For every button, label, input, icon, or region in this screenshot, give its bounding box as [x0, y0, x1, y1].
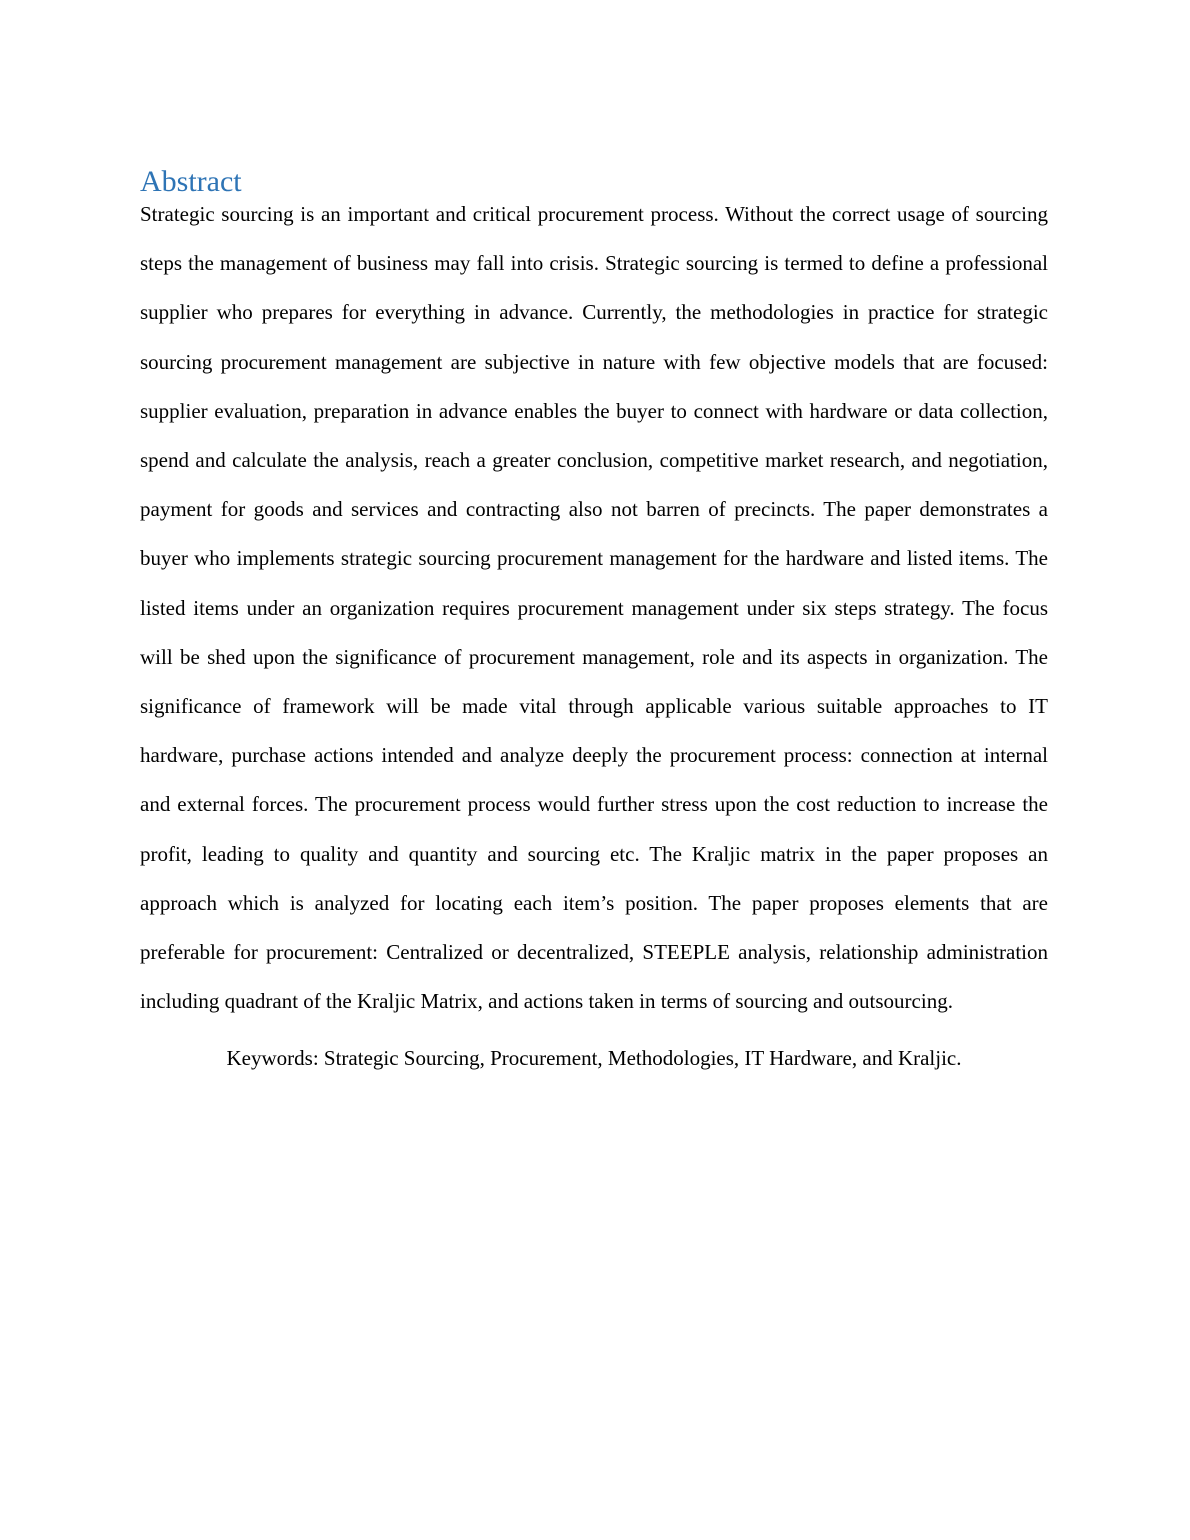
- abstract-section: [140, 160, 1048, 1074]
- abstract-heading: Abstract: [140, 165, 242, 198]
- keywords-line: Keywords: Strategic Sourcing, Procurement, Methodologies, IT Hardware, and Kraljic.: [226, 1046, 962, 1071]
- abstract-body-text: Strategic sourcing is an important and critical procurement process. Without the correct usage of sourcing steps the management of business may fall into crisis. Strategic sourcing is termed to define a professional supplier who prepares for everything in advance. Currently, the methodologies in practice for strategic sourcing procurement management are subjective in nature with few objective models that are focused: supplier evaluation, preparation in advance enables the buyer to connect with hardware or data collection, spend and calculate the analysis, reach a greater conclusion, competitive market research, and negotiation, payment for goods and services and contracting also not barren of precincts. The paper demonstrates a buyer who implements strategic sourcing procurement management for the hardware and listed items. The listed items under an organization requires procurement management under six steps strategy. The focus will be shed upon the significance of procurement management, role and its aspects in organization. The significance of framework will be made vital through applicable various suitable approaches to IT hardware, purchase actions intended and analyze deeply the procurement process: connection at internal and external forces. The procurement process would further stress upon the cost reduction to increase the profit, leading to quality and quantity and sourcing etc. The Kraljic matrix in the paper proposes an approach which is analyzed for locating each item’s position. The paper proposes elements that are preferable for procurement: Centralized or decentralized, STEEPLE analysis, relationship administration including quadrant of the Kraljic Matrix, and actions taken in terms of sourcing and outsourcing.: [140, 202, 1048, 1014]
